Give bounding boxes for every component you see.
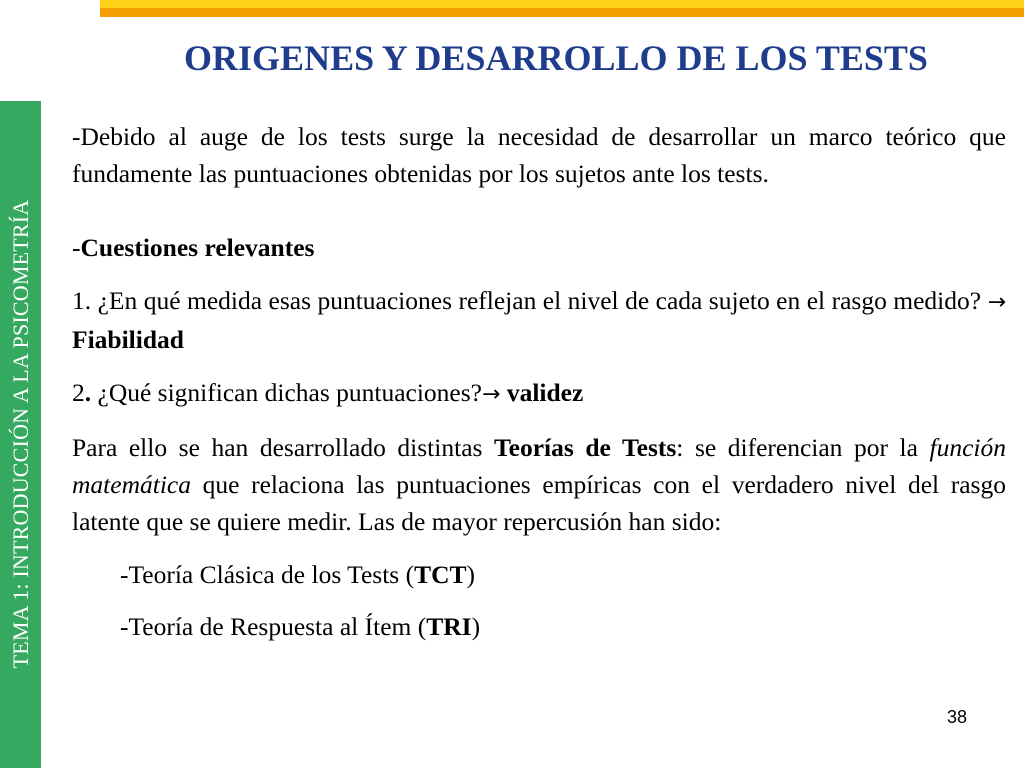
section-dash: - <box>72 233 81 262</box>
answer-text: validez <box>506 378 584 407</box>
question-number-dot: . <box>84 378 92 407</box>
section-heading <box>72 229 1006 266</box>
section-label: Cuestiones relevantes <box>80 233 315 262</box>
theory-item-tct <box>72 556 1006 593</box>
arrow-right-icon: → <box>987 290 1006 315</box>
theory-text: ) <box>466 560 476 589</box>
intro-paragraph: -Debido al auge de los tests surge la necesidad de desarrollar un marco teórico que fundamente las puntuaciones obtenidas por los sujetos ante los tests. <box>72 122 1006 188</box>
paragraph-text: Para ello se han desarrollado distintas <box>72 433 494 462</box>
theory-text: -Teoría Clásica de los Tests ( <box>120 560 415 589</box>
theory-abbr: TCT <box>414 560 467 589</box>
question-item-1 <box>72 282 1006 358</box>
paragraph-text: : se diferencian por la <box>676 433 930 462</box>
answer-text: Fiabilidad <box>72 325 184 354</box>
theory-abbr: TRI <box>426 612 472 641</box>
paragraph-text: que relaciona las puntuaciones empíricas con el verdadero nivel del rasgo latente que se quiere medir. Las de mayor repercusión han sido: <box>72 470 1006 536</box>
theory-text: -Teoría de Respuesta al Ítem ( <box>120 612 427 641</box>
question-text: 1. ¿En qué medida esas puntuaciones reflejan el nivel de cada sujeto en el rasgo medido? <box>72 286 988 315</box>
side-label: TEMA 1: INTRODUCCIÓN A LA PSICOMETRÍA <box>8 199 33 669</box>
question-number: 2 <box>72 378 85 407</box>
slide-title: ORIGENES Y DESARROLLO DE LOS TESTS <box>184 38 928 78</box>
theory-text: ) <box>471 612 481 641</box>
question-item-2 <box>72 374 1006 413</box>
theory-item-tri <box>72 608 1006 645</box>
paragraph-italic: función matemática <box>72 433 1006 499</box>
top-accent-bar-yellow <box>100 0 1024 8</box>
arrow-right-icon: → <box>482 382 501 407</box>
theories-paragraph <box>72 429 1006 540</box>
question-text: ¿Qué significan dichas puntuaciones? <box>91 378 482 407</box>
page-number: 38 <box>946 707 967 727</box>
top-accent-bar-orange <box>100 8 1024 17</box>
paragraph-bold: Teorías de Tests <box>494 433 677 462</box>
slide-content <box>72 118 1006 660</box>
